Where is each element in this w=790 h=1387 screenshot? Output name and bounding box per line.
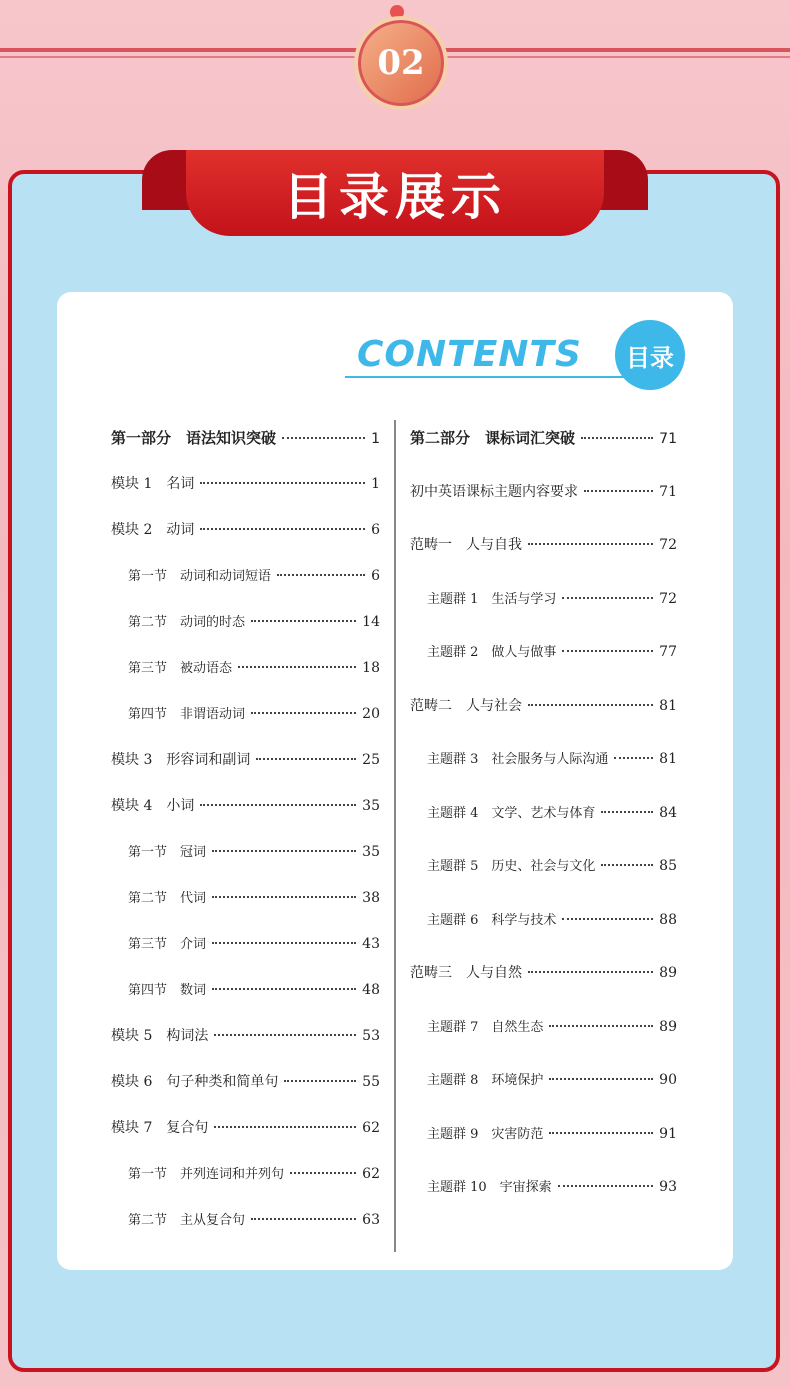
toc-entry-page: 20 <box>362 706 380 722</box>
toc-leader-dots <box>212 850 356 852</box>
toc-entry[interactable] <box>427 748 677 767</box>
toc-leader-dots <box>528 543 653 545</box>
toc-leader-dots <box>251 620 356 622</box>
toc-entry-page: 35 <box>362 798 380 814</box>
toc-entry[interactable] <box>427 802 677 821</box>
toc-entry-page: 71 <box>659 431 677 447</box>
toc-entry-page: 81 <box>659 751 677 767</box>
toc-leader-dots <box>284 1080 356 1082</box>
toc-entry-page: 6 <box>371 522 380 538</box>
toc-entry[interactable] <box>111 1025 380 1045</box>
toc-entry[interactable] <box>410 481 677 501</box>
toc-leader-dots <box>614 757 653 759</box>
toc-entry[interactable] <box>111 427 380 448</box>
toc-leader-dots <box>200 482 365 484</box>
toc-entry[interactable] <box>427 1176 677 1195</box>
toc-entry[interactable] <box>111 795 380 815</box>
contents-heading: CONTENTS <box>357 334 582 375</box>
toc-entry-page: 18 <box>362 660 380 676</box>
toc-leader-dots <box>214 1126 356 1128</box>
toc-entry[interactable] <box>128 657 380 676</box>
toc-entry-title: 主题群 6 科学与技术 <box>427 912 557 928</box>
contents-underline <box>345 376 625 378</box>
toc-leader-dots <box>251 712 356 714</box>
toc-entry-page: 43 <box>362 936 380 952</box>
toc-entry-page: 63 <box>362 1212 380 1228</box>
toc-entry-title: 模块 5 构词法 <box>111 1028 209 1044</box>
toc-entry[interactable] <box>128 1209 380 1228</box>
toc-entry-title: 主题群 2 做人与做事 <box>427 645 557 660</box>
toc-entry-title: 第一部分 语法知识突破 <box>111 429 277 447</box>
toc-entry-page: 89 <box>659 1018 677 1035</box>
toc-entry-page: 85 <box>659 858 677 874</box>
toc-entry-page: 77 <box>659 644 677 660</box>
toc-entry-page: 1 <box>371 431 380 447</box>
banner-ribbon <box>186 150 604 236</box>
toc-entry-title: 模块 7 复合句 <box>111 1120 209 1136</box>
toc-entry-page: 72 <box>659 537 677 553</box>
toc-entry[interactable] <box>410 534 677 554</box>
toc-entry-page: 71 <box>659 483 677 500</box>
column-divider <box>394 420 396 1252</box>
toc-entry[interactable] <box>427 909 677 928</box>
toc-entry[interactable] <box>128 565 380 584</box>
toc-entry-title: 第四节 数词 <box>128 983 207 998</box>
toc-entry[interactable] <box>128 611 380 630</box>
toc-entry[interactable] <box>427 1016 677 1035</box>
toc-entry[interactable] <box>128 979 380 998</box>
toc-entry[interactable] <box>111 1117 380 1137</box>
toc-entry-title: 主题群 8 环境保护 <box>427 1073 544 1088</box>
toc-entry-page: 93 <box>659 1179 677 1195</box>
toc-entry-title: 主题群 5 历史、社会与文化 <box>427 859 596 874</box>
toc-leader-dots <box>549 1078 653 1080</box>
toc-entry[interactable] <box>427 855 677 874</box>
toc-entry-title: 主题群 4 文学、艺术与体育 <box>427 805 596 821</box>
toc-leader-dots <box>238 666 356 668</box>
toc-leader-dots <box>200 804 356 806</box>
toc-leader-dots <box>562 650 653 652</box>
toc-entry[interactable] <box>410 695 677 715</box>
toc-entry-title: 第二节 主从复合句 <box>128 1213 246 1228</box>
toc-leader-dots <box>251 1218 356 1220</box>
toc-entry-page: 48 <box>362 982 380 998</box>
toc-entry-title: 范畴一 人与自我 <box>410 537 522 553</box>
mulu-circle-badge <box>615 320 685 390</box>
toc-entry-page: 14 <box>362 614 380 630</box>
toc-entry[interactable] <box>111 749 380 769</box>
toc-entry-title: 范畴二 人与社会 <box>410 697 522 714</box>
toc-entry-title: 第二部分 课标词汇突破 <box>410 429 576 447</box>
badge-number: 02 <box>377 43 425 83</box>
toc-entry-page: 6 <box>371 568 380 584</box>
toc-leader-dots <box>584 490 653 492</box>
mulu-label: 目录 <box>626 343 674 372</box>
toc-entry-title: 第三节 被动语态 <box>128 661 233 676</box>
toc-leader-dots <box>256 758 356 760</box>
toc-entry[interactable] <box>128 1163 380 1182</box>
toc-entry-page: 62 <box>362 1166 380 1182</box>
toc-leader-dots <box>277 574 365 576</box>
toc-leader-dots <box>601 811 653 813</box>
toc-leader-dots <box>562 597 653 599</box>
toc-leader-dots <box>549 1132 653 1134</box>
toc-entry-title: 初中英语课标主题内容要求 <box>410 483 578 500</box>
toc-entry-title: 主题群 9 灾害防范 <box>427 1126 544 1142</box>
toc-entry[interactable] <box>128 703 380 722</box>
toc-leader-dots <box>558 1185 653 1187</box>
toc-entry[interactable] <box>128 841 380 860</box>
toc-entry-page: 1 <box>371 476 380 492</box>
toc-entry-title: 主题群 7 自然生态 <box>427 1019 544 1035</box>
toc-entry-page: 25 <box>362 752 380 768</box>
toc-leader-dots <box>200 528 365 530</box>
toc-entry[interactable] <box>427 1123 677 1142</box>
toc-leader-dots <box>212 896 356 898</box>
toc-leader-dots <box>549 1025 653 1027</box>
toc-entry-title: 第二节 代词 <box>128 891 207 906</box>
section-number-badge <box>354 16 448 110</box>
toc-leader-dots <box>528 971 653 973</box>
toc-entry[interactable] <box>128 933 380 952</box>
toc-entry[interactable] <box>111 1071 380 1091</box>
toc-entry-title: 第三节 介词 <box>128 937 207 952</box>
toc-entry-title: 第一节 动词和动词短语 <box>128 569 272 584</box>
toc-entry[interactable] <box>128 887 380 906</box>
toc-leader-dots <box>290 1172 356 1174</box>
toc-entry[interactable] <box>111 519 380 539</box>
toc-entry-title: 主题群 1 生活与学习 <box>427 591 557 607</box>
toc-entry-page: 89 <box>659 965 677 981</box>
toc-entry-page: 62 <box>362 1120 380 1136</box>
toc-entry-page: 84 <box>659 804 677 821</box>
banner-title: 目录展示 <box>283 168 507 226</box>
toc-entry[interactable] <box>410 427 677 448</box>
toc-entry[interactable] <box>427 588 677 607</box>
toc-entry[interactable] <box>427 1069 677 1088</box>
toc-entry[interactable] <box>410 962 677 982</box>
toc-entry-page: 88 <box>659 911 677 928</box>
toc-entry-page: 38 <box>362 890 380 906</box>
toc-entry[interactable] <box>111 473 380 493</box>
toc-entry-title: 第一节 并列连词和并列句 <box>128 1167 285 1182</box>
toc-entry-title: 主题群 3 社会服务与人际沟通 <box>427 752 609 767</box>
toc-leader-dots <box>212 942 356 944</box>
toc-entry-title: 模块 6 句子种类和简单句 <box>111 1074 279 1090</box>
toc-entry-title: 第一节 冠词 <box>128 845 207 860</box>
toc-leader-dots <box>214 1034 356 1036</box>
toc-leader-dots <box>282 437 365 439</box>
toc-entry-page: 35 <box>362 844 380 860</box>
toc-leader-dots <box>601 864 653 866</box>
toc-entry-page: 53 <box>362 1028 380 1044</box>
toc-entry-title: 模块 2 动词 <box>111 522 195 538</box>
toc-entry-page: 55 <box>362 1074 380 1090</box>
toc-leader-dots <box>528 704 653 706</box>
toc-leader-dots <box>562 918 653 920</box>
toc-entry-page: 72 <box>659 590 677 607</box>
toc-entry-title: 第二节 动词的时态 <box>128 615 246 630</box>
toc-entry-title: 模块 3 形容词和副词 <box>111 752 251 768</box>
toc-entry-title: 模块 4 小词 <box>111 798 195 814</box>
toc-entry-page: 81 <box>659 697 677 714</box>
toc-entry-title: 范畴三 人与自然 <box>410 965 522 981</box>
toc-leader-dots <box>212 988 356 990</box>
toc-entry-title: 第四节 非谓语动词 <box>128 707 246 722</box>
toc-entry-page: 90 <box>659 1072 677 1088</box>
toc-entry-title: 模块 1 名词 <box>111 476 195 492</box>
toc-entry[interactable] <box>427 641 677 660</box>
toc-entry-title: 主题群 10 宇宙探索 <box>427 1180 552 1195</box>
toc-entry-page: 91 <box>659 1125 677 1142</box>
toc-leader-dots <box>581 437 653 439</box>
